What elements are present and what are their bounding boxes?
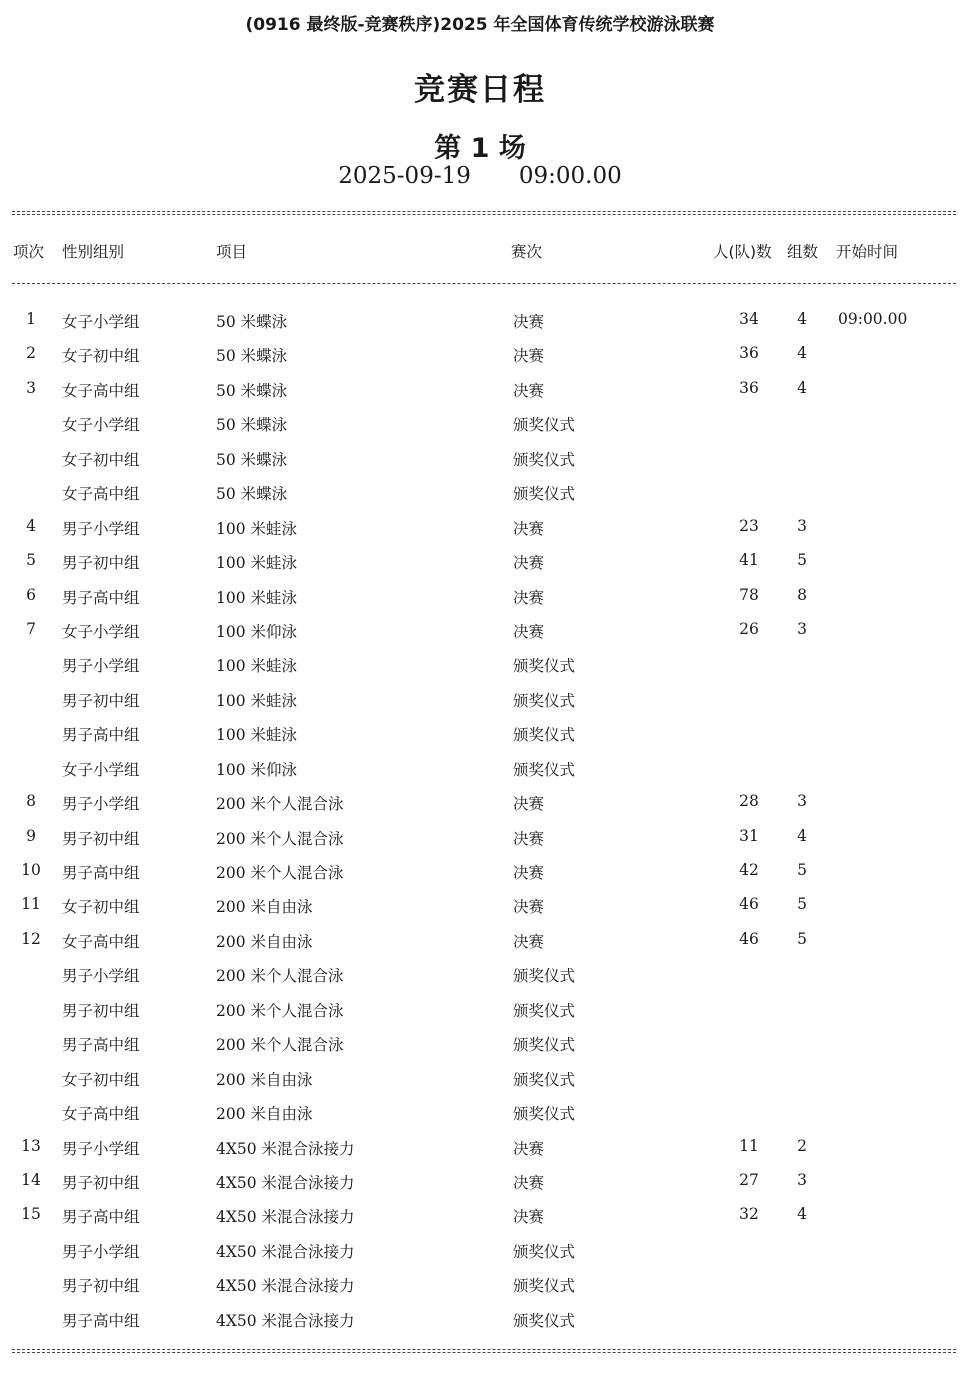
entrant-count: 11 <box>739 1136 759 1155</box>
gender-group: 女子初中组 <box>62 450 140 469</box>
gender-group: 男子初中组 <box>62 691 140 710</box>
entrant-count: 26 <box>739 619 759 638</box>
table-row <box>0 854 960 888</box>
entrant-count: 32 <box>739 1205 759 1224</box>
event-name: 200 米个人混合泳 <box>216 795 344 814</box>
heat-count: 4 <box>797 378 807 397</box>
gender-group: 男子初中组 <box>62 1277 140 1296</box>
event-name: 100 米蛙泳 <box>216 554 298 573</box>
round-type: 颁奖仪式 <box>513 416 576 435</box>
gender-group: 男子小学组 <box>62 519 140 538</box>
gender-group: 女子小学组 <box>62 416 140 435</box>
heat-count: 3 <box>797 516 807 535</box>
round-type: 决赛 <box>513 381 545 400</box>
heat-count: 3 <box>797 1170 807 1189</box>
gender-group: 男子小学组 <box>62 1139 140 1158</box>
event-number: 5 <box>26 551 36 570</box>
event-number: 6 <box>26 585 36 604</box>
gender-group: 男子初中组 <box>62 1001 140 1020</box>
event-name: 200 米自由泳 <box>216 1105 313 1124</box>
event-number: 7 <box>26 619 36 638</box>
gender-group: 女子高中组 <box>62 1105 140 1124</box>
gender-group: 男子高中组 <box>62 1036 140 1055</box>
table-row <box>0 337 960 371</box>
page-title: 竞赛日程 <box>414 72 546 108</box>
event-number: 12 <box>21 929 41 948</box>
round-type: 颁奖仪式 <box>513 1036 576 1055</box>
heat-count: 5 <box>797 929 807 948</box>
gender-group: 男子高中组 <box>62 1208 140 1227</box>
event-name: 4X50 米混合泳接力 <box>216 1208 355 1227</box>
event-name: 200 米个人混合泳 <box>216 829 344 848</box>
session-time: 09:00.00 <box>518 163 622 189</box>
round-type: 决赛 <box>513 864 545 882</box>
round-type: 决赛 <box>513 347 545 366</box>
gender-group: 女子小学组 <box>62 622 140 641</box>
session-datetime <box>0 163 960 189</box>
event-name: 4X50 米混合泳接力 <box>216 1311 355 1330</box>
event-name: 4X50 米混合泳接力 <box>216 1242 355 1261</box>
event-name: 100 米蛙泳 <box>216 588 298 607</box>
heat-count: 4 <box>797 344 807 363</box>
round-type: 决赛 <box>513 829 545 848</box>
round-type: 决赛 <box>513 898 545 917</box>
event-number: 4 <box>26 516 36 535</box>
entrant-count: 31 <box>739 826 759 845</box>
table-row <box>0 406 960 440</box>
table-row <box>0 1130 960 1164</box>
column-header-event: 项目 <box>216 243 248 261</box>
table-row <box>0 544 960 578</box>
event-name: 200 米个人混合泳 <box>216 967 344 986</box>
event-number: 2 <box>26 344 36 363</box>
header-divider <box>12 281 956 289</box>
gender-group: 女子小学组 <box>62 313 140 331</box>
event-name: 50 米蝶泳 <box>216 313 288 331</box>
event-number: 8 <box>26 792 36 811</box>
event-name: 100 米仰泳 <box>216 622 298 641</box>
round-type: 决赛 <box>513 588 545 607</box>
entrant-count: 36 <box>739 378 759 397</box>
event-name: 4X50 米混合泳接力 <box>216 1173 355 1192</box>
session-date: 2025-09-19 <box>338 163 471 189</box>
bottom-divider <box>12 1348 956 1356</box>
heat-count: 3 <box>797 619 807 638</box>
table-row <box>0 957 960 991</box>
top-divider <box>12 210 956 218</box>
entrant-count: 41 <box>739 551 759 570</box>
round-type: 决赛 <box>513 1208 545 1227</box>
entrant-count: 78 <box>739 585 759 604</box>
entrant-count: 42 <box>739 861 759 879</box>
table-header <box>0 240 960 262</box>
round-type: 决赛 <box>513 313 545 331</box>
table-row <box>0 888 960 922</box>
round-type: 颁奖仪式 <box>513 760 576 779</box>
round-type: 决赛 <box>513 554 545 573</box>
event-name: 4X50 米混合泳接力 <box>216 1139 355 1158</box>
event-name: 200 米自由泳 <box>216 1070 313 1089</box>
table-row <box>0 1267 960 1301</box>
round-type: 颁奖仪式 <box>513 1242 576 1261</box>
gender-group: 男子小学组 <box>62 795 140 814</box>
gender-group: 男子初中组 <box>62 1173 140 1192</box>
event-number: 15 <box>21 1205 41 1224</box>
table-row <box>0 475 960 509</box>
round-type: 颁奖仪式 <box>513 657 576 676</box>
heat-count: 5 <box>797 895 807 914</box>
gender-group: 男子初中组 <box>62 554 140 573</box>
column-header-no: 项次 <box>13 243 45 261</box>
event-number: 1 <box>26 310 36 328</box>
table-row <box>0 372 960 406</box>
round-type: 颁奖仪式 <box>513 1070 576 1089</box>
round-type: 决赛 <box>513 622 545 641</box>
event-number: 14 <box>21 1170 41 1189</box>
round-type: 决赛 <box>513 519 545 538</box>
event-name: 200 米自由泳 <box>216 898 313 917</box>
heat-count: 5 <box>797 551 807 570</box>
column-header-heats: 组数 <box>787 243 819 261</box>
round-type: 颁奖仪式 <box>513 1105 576 1124</box>
table-row <box>0 1233 960 1267</box>
event-name: 200 米个人混合泳 <box>216 1001 344 1020</box>
start-time: 09:00.00 <box>838 310 908 328</box>
table-row <box>0 716 960 750</box>
table-row <box>0 1302 960 1336</box>
heat-count: 4 <box>797 1205 807 1224</box>
gender-group: 男子高中组 <box>62 726 140 745</box>
round-type: 颁奖仪式 <box>513 967 576 986</box>
heat-count: 2 <box>797 1136 807 1155</box>
gender-group: 男子初中组 <box>62 829 140 848</box>
gender-group: 男子高中组 <box>62 864 140 882</box>
event-name: 4X50 米混合泳接力 <box>216 1277 355 1296</box>
round-type: 决赛 <box>513 795 545 814</box>
round-type: 颁奖仪式 <box>513 450 576 469</box>
event-name: 100 米蛙泳 <box>216 691 298 710</box>
round-type: 颁奖仪式 <box>513 691 576 710</box>
gender-group: 女子初中组 <box>62 347 140 366</box>
event-name: 100 米蛙泳 <box>216 657 298 676</box>
entrant-count: 46 <box>739 895 759 914</box>
round-type: 颁奖仪式 <box>513 1277 576 1296</box>
event-name: 50 米蝶泳 <box>216 416 288 435</box>
entrant-count: 23 <box>739 516 759 535</box>
event-name: 100 米蛙泳 <box>216 519 298 538</box>
table-row <box>0 1198 960 1232</box>
gender-group: 女子高中组 <box>62 381 140 400</box>
event-number: 3 <box>26 378 36 397</box>
round-type: 决赛 <box>513 1173 545 1192</box>
table-row <box>0 1164 960 1198</box>
gender-group: 男子小学组 <box>62 657 140 676</box>
table-row <box>0 820 960 854</box>
table-row <box>0 303 960 337</box>
event-name: 200 米个人混合泳 <box>216 864 344 882</box>
table-row <box>0 992 960 1026</box>
round-type: 颁奖仪式 <box>513 1311 576 1330</box>
event-name: 50 米蝶泳 <box>216 485 288 504</box>
round-type: 决赛 <box>513 1139 545 1158</box>
heat-count: 5 <box>797 861 807 879</box>
event-number: 11 <box>21 895 41 914</box>
table-row <box>0 785 960 819</box>
table-row <box>0 613 960 647</box>
heat-count: 4 <box>797 310 807 328</box>
entrant-count: 34 <box>739 310 759 328</box>
document-header-line: (0916 最终版-竞赛秩序)2025 年全国体育传统学校游泳联赛 <box>245 15 715 35</box>
gender-group: 女子初中组 <box>62 1070 140 1089</box>
event-name: 100 米蛙泳 <box>216 726 298 745</box>
entrant-count: 27 <box>739 1170 759 1189</box>
table-row <box>0 682 960 716</box>
column-header-group: 性别组别 <box>62 243 125 261</box>
table-row <box>0 510 960 544</box>
heat-count: 3 <box>797 792 807 811</box>
schedule-table <box>0 303 960 1336</box>
event-name: 50 米蝶泳 <box>216 450 288 469</box>
event-number: 13 <box>21 1136 41 1155</box>
table-row <box>0 923 960 957</box>
gender-group: 男子小学组 <box>62 1242 140 1261</box>
entrant-count: 36 <box>739 344 759 363</box>
table-row <box>0 751 960 785</box>
table-row <box>0 579 960 613</box>
event-number: 9 <box>26 826 36 845</box>
event-number: 10 <box>21 861 41 879</box>
round-type: 颁奖仪式 <box>513 485 576 504</box>
gender-group: 女子小学组 <box>62 760 140 779</box>
column-header-round: 赛次 <box>511 243 543 261</box>
heat-count: 8 <box>797 585 807 604</box>
gender-group: 女子高中组 <box>62 485 140 504</box>
gender-group: 男子小学组 <box>62 967 140 986</box>
event-name: 50 米蝶泳 <box>216 347 288 366</box>
round-type: 颁奖仪式 <box>513 1001 576 1020</box>
column-header-count: 人(队)数 <box>713 243 772 261</box>
gender-group: 男子高中组 <box>62 588 140 607</box>
table-row <box>0 647 960 681</box>
round-type: 决赛 <box>513 932 545 951</box>
session-title: 第 1 场 <box>434 133 526 164</box>
event-name: 50 米蝶泳 <box>216 381 288 400</box>
entrant-count: 28 <box>739 792 759 811</box>
event-name: 200 米自由泳 <box>216 932 313 951</box>
event-name: 100 米仰泳 <box>216 760 298 779</box>
round-type: 颁奖仪式 <box>513 726 576 745</box>
entrant-count: 46 <box>739 929 759 948</box>
table-row <box>0 1061 960 1095</box>
column-header-start-time: 开始时间 <box>836 243 899 261</box>
heat-count: 4 <box>797 826 807 845</box>
gender-group: 男子高中组 <box>62 1311 140 1330</box>
table-row <box>0 1026 960 1060</box>
event-name: 200 米个人混合泳 <box>216 1036 344 1055</box>
table-row <box>0 1095 960 1129</box>
gender-group: 女子高中组 <box>62 932 140 951</box>
gender-group: 女子初中组 <box>62 898 140 917</box>
table-row <box>0 441 960 475</box>
